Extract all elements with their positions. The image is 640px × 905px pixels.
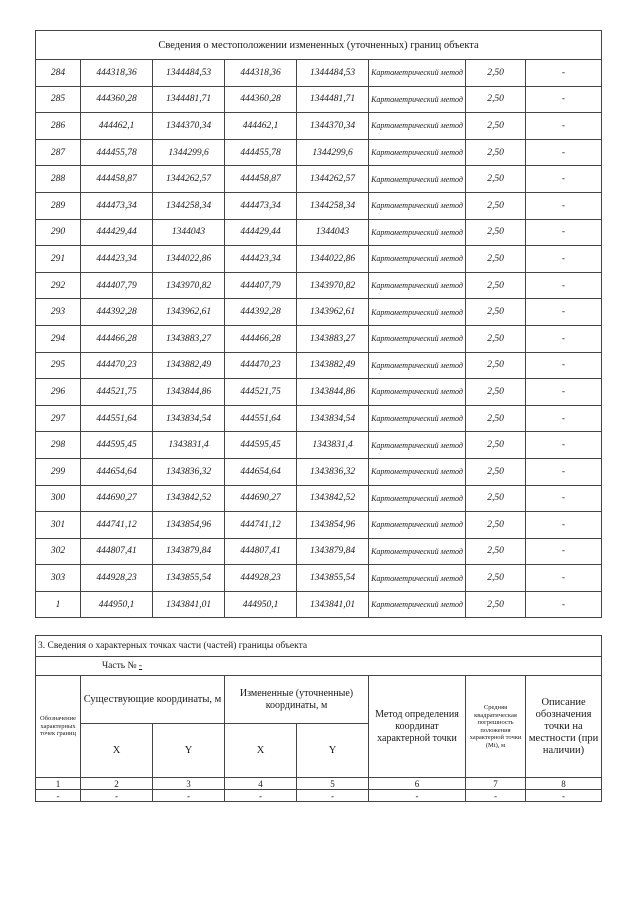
method-cell: Картометрический метод <box>369 512 466 539</box>
coordinate-row <box>36 219 602 246</box>
header-existing-y: Y <box>153 724 225 778</box>
changed-y-cell: 1343882,49 <box>297 352 369 379</box>
existing-x-cell: 444950,1 <box>81 591 153 618</box>
description-cell: - <box>526 325 602 352</box>
existing-y-cell: 1344262,57 <box>153 166 225 193</box>
point-number-cell: 289 <box>36 192 81 219</box>
existing-y-cell: 1343831,4 <box>153 432 225 459</box>
point-number-cell: 295 <box>36 352 81 379</box>
changed-boundaries-table <box>35 30 602 618</box>
description-cell: - <box>526 60 602 87</box>
existing-y-cell: 1344043 <box>153 219 225 246</box>
point-number-cell: 298 <box>36 432 81 459</box>
point-number-cell: 287 <box>36 139 81 166</box>
accuracy-cell: 2,50 <box>466 379 526 406</box>
changed-y-cell: 1343836,32 <box>297 458 369 485</box>
header-existing-coords: Существующие координаты, м <box>81 676 225 724</box>
changed-y-cell: 1343962,61 <box>297 299 369 326</box>
accuracy-cell: 2,50 <box>466 299 526 326</box>
accuracy-cell: 2,50 <box>466 272 526 299</box>
header-existing-x: X <box>81 724 153 778</box>
changed-x-cell: 444458,87 <box>225 166 297 193</box>
description-cell: - <box>526 432 602 459</box>
existing-y-cell: 1343883,27 <box>153 325 225 352</box>
accuracy-cell: 2,50 <box>466 192 526 219</box>
existing-x-cell: 444455,78 <box>81 139 153 166</box>
method-cell: Картометрический метод <box>369 86 466 113</box>
changed-x-cell: 444360,28 <box>225 86 297 113</box>
existing-y-cell: 1343882,49 <box>153 352 225 379</box>
changed-x-cell: 444654,64 <box>225 458 297 485</box>
changed-x-cell: 444466,28 <box>225 325 297 352</box>
header-method: Метод определения координат характерной точки <box>369 676 466 778</box>
changed-x-cell: 444473,34 <box>225 192 297 219</box>
existing-y-cell: 1343844,86 <box>153 379 225 406</box>
changed-y-cell: 1343831,4 <box>297 432 369 459</box>
changed-x-cell: 444407,79 <box>225 272 297 299</box>
changed-y-cell: 1344484,53 <box>297 60 369 87</box>
description-cell: - <box>526 113 602 140</box>
changed-y-cell: 1344258,34 <box>297 192 369 219</box>
point-number-cell: 284 <box>36 60 81 87</box>
existing-y-cell: 1343962,61 <box>153 299 225 326</box>
coordinate-row <box>36 432 602 459</box>
accuracy-cell: 2,50 <box>466 512 526 539</box>
method-cell: Картометрический метод <box>369 591 466 618</box>
empty-cell: - <box>369 790 466 802</box>
empty-cell: - <box>526 790 602 802</box>
existing-y-cell: 1343842,52 <box>153 485 225 512</box>
accuracy-cell: 2,50 <box>466 565 526 592</box>
point-number-cell: 288 <box>36 166 81 193</box>
header-changed-y: Y <box>297 724 369 778</box>
changed-x-cell: 444741,12 <box>225 512 297 539</box>
existing-y-cell: 1344299,6 <box>153 139 225 166</box>
point-number-cell: 291 <box>36 246 81 273</box>
point-number-cell: 286 <box>36 113 81 140</box>
method-cell: Картометрический метод <box>369 139 466 166</box>
method-cell: Картометрический метод <box>369 299 466 326</box>
description-cell: - <box>526 219 602 246</box>
point-number-cell: 297 <box>36 405 81 432</box>
description-cell: - <box>526 192 602 219</box>
column-number-cell: 3 <box>153 778 225 790</box>
changed-x-cell: 444455,78 <box>225 139 297 166</box>
existing-x-cell: 444521,75 <box>81 379 153 406</box>
method-cell: Картометрический метод <box>369 432 466 459</box>
part-value: - <box>138 661 143 671</box>
method-cell: Картометрический метод <box>369 458 466 485</box>
section-title: Сведения о местоположении измененных (уточненных) границ объекта <box>36 31 602 60</box>
description-cell: - <box>526 299 602 326</box>
empty-cell: - <box>81 790 153 802</box>
existing-y-cell: 1343879,84 <box>153 538 225 565</box>
coordinate-row <box>36 246 602 273</box>
existing-x-cell: 444470,23 <box>81 352 153 379</box>
changed-x-cell: 444423,34 <box>225 246 297 273</box>
point-number-cell: 292 <box>36 272 81 299</box>
column-number-cell: 6 <box>369 778 466 790</box>
existing-x-cell: 444318,36 <box>81 60 153 87</box>
changed-x-cell: 444392,28 <box>225 299 297 326</box>
point-number-cell: 302 <box>36 538 81 565</box>
header-changed-coords: Измененные (уточненные) координаты, м <box>225 676 369 724</box>
accuracy-cell: 2,50 <box>466 86 526 113</box>
changed-x-cell: 444928,23 <box>225 565 297 592</box>
description-cell: - <box>526 512 602 539</box>
point-number-cell: 301 <box>36 512 81 539</box>
accuracy-cell: 2,50 <box>466 538 526 565</box>
accuracy-cell: 2,50 <box>466 325 526 352</box>
point-number-cell: 296 <box>36 379 81 406</box>
coordinate-row <box>36 538 602 565</box>
method-cell: Картометрический метод <box>369 485 466 512</box>
accuracy-cell: 2,50 <box>466 113 526 140</box>
coordinate-row <box>36 405 602 432</box>
empty-cell: - <box>466 790 526 802</box>
changed-y-cell: 1343844,86 <box>297 379 369 406</box>
empty-cell: - <box>297 790 369 802</box>
changed-x-cell: 444462,1 <box>225 113 297 140</box>
method-cell: Картометрический метод <box>369 379 466 406</box>
changed-y-cell: 1344022,86 <box>297 246 369 273</box>
existing-x-cell: 444654,64 <box>81 458 153 485</box>
point-number-cell: 290 <box>36 219 81 246</box>
point-number-cell: 294 <box>36 325 81 352</box>
coordinate-row <box>36 485 602 512</box>
method-cell: Картометрический метод <box>369 192 466 219</box>
coordinate-row <box>36 565 602 592</box>
header-changed-x: X <box>225 724 297 778</box>
changed-x-cell: 444950,1 <box>225 591 297 618</box>
column-numbers-row <box>36 778 602 790</box>
description-cell: - <box>526 166 602 193</box>
column-number-cell: 8 <box>526 778 602 790</box>
part-number <box>36 657 602 676</box>
accuracy-cell: 2,50 <box>466 458 526 485</box>
accuracy-cell: 2,50 <box>466 60 526 87</box>
changed-x-cell: 444690,27 <box>225 485 297 512</box>
description-cell: - <box>526 538 602 565</box>
accuracy-cell: 2,50 <box>466 432 526 459</box>
coordinate-row <box>36 60 602 87</box>
existing-y-cell: 1343855,54 <box>153 565 225 592</box>
part-label: Часть № <box>102 661 137 671</box>
changed-y-cell: 1344262,57 <box>297 166 369 193</box>
column-number-cell: 7 <box>466 778 526 790</box>
point-number-cell: 299 <box>36 458 81 485</box>
description-cell: - <box>526 485 602 512</box>
changed-y-cell: 1344043 <box>297 219 369 246</box>
existing-x-cell: 444407,79 <box>81 272 153 299</box>
existing-x-cell: 444741,12 <box>81 512 153 539</box>
empty-cell: - <box>225 790 297 802</box>
changed-y-cell: 1344370,34 <box>297 113 369 140</box>
changed-y-cell: 1343842,52 <box>297 485 369 512</box>
changed-x-cell: 444551,64 <box>225 405 297 432</box>
coordinate-row <box>36 86 602 113</box>
coordinate-row <box>36 458 602 485</box>
existing-x-cell: 444429,44 <box>81 219 153 246</box>
column-number-cell: 4 <box>225 778 297 790</box>
description-cell: - <box>526 139 602 166</box>
accuracy-cell: 2,50 <box>466 591 526 618</box>
changed-x-cell: 444595,45 <box>225 432 297 459</box>
point-number-cell: 300 <box>36 485 81 512</box>
header-description: Описание обозначения точки на местности (при наличии) <box>526 676 602 778</box>
header-accuracy: Средняя квадратическая погрешность положения характерной точки (Mt), м <box>466 676 526 778</box>
existing-y-cell: 1343970,82 <box>153 272 225 299</box>
changed-y-cell: 1343834,54 <box>297 405 369 432</box>
coordinate-row <box>36 591 602 618</box>
changed-x-cell: 444429,44 <box>225 219 297 246</box>
point-number-cell: 303 <box>36 565 81 592</box>
description-cell: - <box>526 591 602 618</box>
existing-x-cell: 444551,64 <box>81 405 153 432</box>
description-cell: - <box>526 246 602 273</box>
coordinate-row <box>36 113 602 140</box>
existing-y-cell: 1344022,86 <box>153 246 225 273</box>
description-cell: - <box>526 352 602 379</box>
changed-y-cell: 1343855,54 <box>297 565 369 592</box>
description-cell: - <box>526 565 602 592</box>
coordinate-row <box>36 325 602 352</box>
existing-y-cell: 1343841,01 <box>153 591 225 618</box>
point-number-cell: 293 <box>36 299 81 326</box>
changed-y-cell: 1344481,71 <box>297 86 369 113</box>
point-number-cell: 1 <box>36 591 81 618</box>
existing-x-cell: 444807,41 <box>81 538 153 565</box>
changed-y-cell: 1344299,6 <box>297 139 369 166</box>
existing-y-cell: 1343854,96 <box>153 512 225 539</box>
changed-y-cell: 1343879,84 <box>297 538 369 565</box>
point-number-cell: 285 <box>36 86 81 113</box>
existing-x-cell: 444462,1 <box>81 113 153 140</box>
existing-x-cell: 444423,34 <box>81 246 153 273</box>
existing-x-cell: 444928,23 <box>81 565 153 592</box>
accuracy-cell: 2,50 <box>466 352 526 379</box>
accuracy-cell: 2,50 <box>466 246 526 273</box>
changed-y-cell: 1343883,27 <box>297 325 369 352</box>
column-number-cell: 5 <box>297 778 369 790</box>
existing-y-cell: 1343834,54 <box>153 405 225 432</box>
section3-title: 3. Сведения о характерных точках части (частей) границы объекта <box>36 636 602 657</box>
method-cell: Картометрический метод <box>369 405 466 432</box>
existing-x-cell: 444473,34 <box>81 192 153 219</box>
empty-cell: - <box>153 790 225 802</box>
method-cell: Картометрический метод <box>369 538 466 565</box>
existing-y-cell: 1343836,32 <box>153 458 225 485</box>
header-point-designation: Обозначение характерных точек границ <box>36 676 81 778</box>
coordinate-row <box>36 299 602 326</box>
existing-x-cell: 444690,27 <box>81 485 153 512</box>
accuracy-cell: 2,50 <box>466 139 526 166</box>
existing-x-cell: 444392,28 <box>81 299 153 326</box>
existing-y-cell: 1344481,71 <box>153 86 225 113</box>
part-points-table <box>35 635 602 802</box>
coordinate-row <box>36 192 602 219</box>
coordinate-row <box>36 166 602 193</box>
method-cell: Картометрический метод <box>369 272 466 299</box>
description-cell: - <box>526 86 602 113</box>
existing-x-cell: 444360,28 <box>81 86 153 113</box>
coordinate-row <box>36 139 602 166</box>
column-number-cell: 2 <box>81 778 153 790</box>
existing-y-cell: 1344258,34 <box>153 192 225 219</box>
method-cell: Картометрический метод <box>369 246 466 273</box>
existing-x-cell: 444466,28 <box>81 325 153 352</box>
coordinate-row <box>36 512 602 539</box>
column-number-cell: 1 <box>36 778 81 790</box>
changed-x-cell: 444807,41 <box>225 538 297 565</box>
accuracy-cell: 2,50 <box>466 405 526 432</box>
changed-x-cell: 444521,75 <box>225 379 297 406</box>
existing-x-cell: 444595,45 <box>81 432 153 459</box>
existing-x-cell: 444458,87 <box>81 166 153 193</box>
accuracy-cell: 2,50 <box>466 485 526 512</box>
changed-y-cell: 1343970,82 <box>297 272 369 299</box>
method-cell: Картометрический метод <box>369 219 466 246</box>
empty-data-row <box>36 790 602 802</box>
existing-y-cell: 1344370,34 <box>153 113 225 140</box>
method-cell: Картометрический метод <box>369 325 466 352</box>
description-cell: - <box>526 272 602 299</box>
coordinate-row <box>36 272 602 299</box>
empty-cell: - <box>36 790 81 802</box>
changed-y-cell: 1343854,96 <box>297 512 369 539</box>
existing-y-cell: 1344484,53 <box>153 60 225 87</box>
method-cell: Картометрический метод <box>369 60 466 87</box>
description-cell: - <box>526 405 602 432</box>
method-cell: Картометрический метод <box>369 565 466 592</box>
changed-x-cell: 444470,23 <box>225 352 297 379</box>
coordinate-row <box>36 379 602 406</box>
description-cell: - <box>526 458 602 485</box>
changed-y-cell: 1343841,01 <box>297 591 369 618</box>
accuracy-cell: 2,50 <box>466 166 526 193</box>
description-cell: - <box>526 379 602 406</box>
method-cell: Картометрический метод <box>369 166 466 193</box>
accuracy-cell: 2,50 <box>466 219 526 246</box>
coordinate-row <box>36 352 602 379</box>
method-cell: Картометрический метод <box>369 352 466 379</box>
method-cell: Картометрический метод <box>369 113 466 140</box>
changed-x-cell: 444318,36 <box>225 60 297 87</box>
